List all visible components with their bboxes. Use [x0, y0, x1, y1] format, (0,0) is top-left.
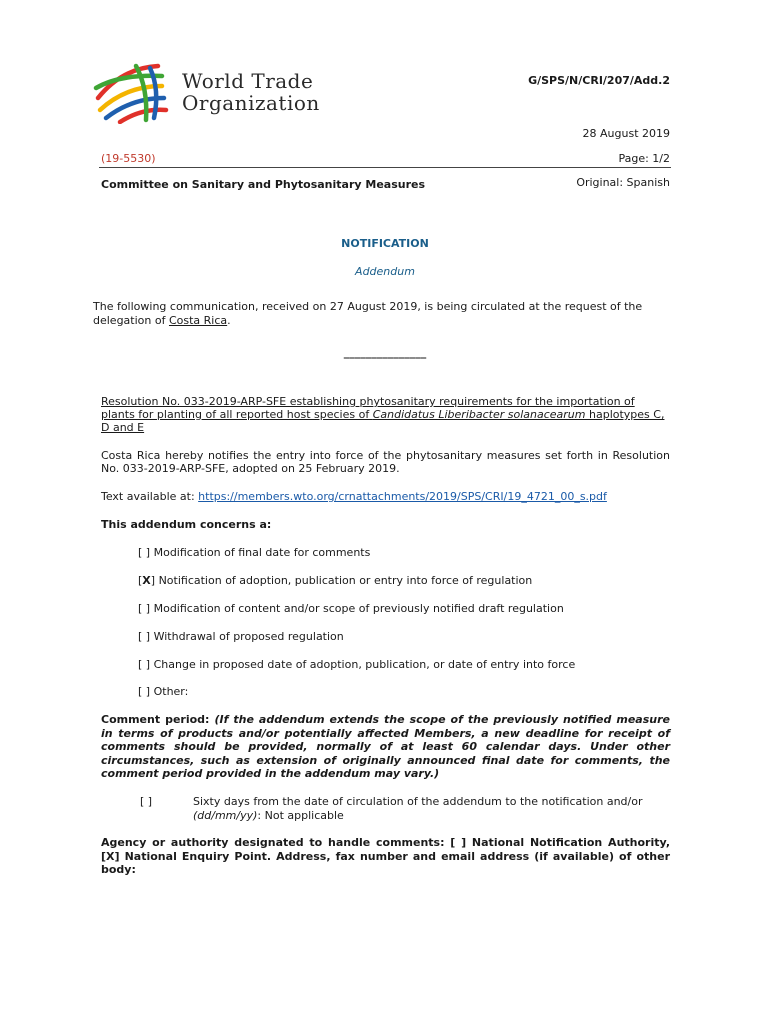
option-label: Change in proposed date of adoption, publication, or date of entry into force	[153, 658, 576, 671]
checkbox-checked[interactable]: [X]	[138, 574, 156, 587]
text-available-label: Text available at:	[101, 490, 199, 503]
sixty-days-main: Sixty days from the date of circulation of the addendum to the notification and/or	[193, 795, 643, 808]
checkbox-unchecked[interactable]: [ ]	[138, 685, 151, 698]
intro-paragraph	[93, 300, 678, 328]
sixty-days-checkbox[interactable]: [ ]	[140, 795, 153, 808]
comment-period-label: Comment period:	[101, 713, 215, 726]
not-applicable: : Not applicable	[257, 809, 344, 822]
org-name-line1: World Trade	[182, 69, 314, 93]
country-name: Costa Rica	[168, 314, 228, 327]
document-date: 28 August 2019	[582, 127, 670, 140]
sixty-days-text	[193, 795, 673, 823]
option-other	[138, 685, 188, 698]
option-label: Withdrawal of proposed regulation	[153, 630, 344, 643]
option-label: Other:	[153, 685, 189, 698]
document-link[interactable]: https://members.wto.org/crnattachments/2019/SPS/CRI/19_4721_00_s.pdf	[198, 490, 607, 503]
checkbox-unchecked[interactable]: [ ]	[138, 546, 151, 559]
checkbox-unchecked[interactable]: [ ]	[138, 658, 151, 671]
wto-logo	[92, 58, 342, 128]
checkbox-unchecked[interactable]: [ ]	[138, 630, 151, 643]
comment-period-text: (If the addendum extends the scope of the previously notified measure in terms of products and/or potentially affected Members, a new deadline for receipt of comments should be provided, normally of at least 60 calendar days. Under other circumstances, such as extension of originally announced final date for comments, the comment period provided in the addendum may vary.)	[101, 713, 670, 780]
option-label: Modification of final date for comments	[153, 546, 371, 559]
species-name: Candidatus Liberibacter solanacearum	[372, 408, 586, 421]
resolution-title	[101, 395, 670, 434]
body-paragraph: Costa Rica hereby notifies the entry into force of the phytosanitary measures set forth in Resolution No. 033-2019-ARP-SFE, adopted on 25 February 2019.	[101, 449, 670, 475]
option-change-date	[138, 658, 575, 671]
addendum-subtitle: Addendum	[355, 265, 415, 278]
option-modification-content	[138, 602, 564, 615]
wto-logo-icon	[92, 58, 174, 124]
option-label: Modification of content and/or scope of previously notified draft regulation	[153, 602, 564, 615]
separator-line: _______________	[343, 346, 427, 359]
option-modification-final-date	[138, 546, 370, 559]
resolution-title-part2: haplotypes C, D and E	[101, 408, 665, 434]
notification-title: NOTIFICATION	[341, 237, 429, 250]
original-language: Original: Spanish	[576, 176, 670, 189]
org-name-line2: Organization	[182, 91, 320, 115]
document-symbol: G/SPS/N/CRI/207/Add.2	[528, 74, 670, 87]
committee-name: Committee on Sanitary and Phytosanitary Measures	[101, 178, 426, 191]
reference-number: (19-5530)	[101, 152, 156, 165]
date-format: (dd/mm/yy)	[193, 809, 258, 822]
text-available	[101, 490, 607, 503]
option-label: Notification of adoption, publication or entry into force of regulation	[158, 574, 533, 587]
resolution-title-part1: Resolution No. 033-2019-ARP-SFE establishing phytosanitary requirements for the importation of plants for planting of all reported host species of	[101, 395, 635, 421]
checkbox-unchecked[interactable]: [ ]	[138, 602, 151, 615]
header-rule	[99, 167, 671, 168]
comment-period	[101, 713, 670, 781]
concerns-heading: This addendum concerns a:	[101, 518, 272, 531]
intro-end: .	[227, 314, 231, 327]
intro-text: The following communication, received on 27 August 2019, is being circulated at the request of the delegation of	[93, 300, 643, 327]
agency-paragraph: Agency or authority designated to handle comments: [ ] National Notification Authority, [X] National Enquiry Point. Address, fax number and email address (if available) of other body:	[101, 836, 670, 876]
option-withdrawal	[138, 630, 344, 643]
page-indicator: Page: 1/2	[618, 152, 670, 165]
option-notification-adoption	[138, 574, 532, 587]
